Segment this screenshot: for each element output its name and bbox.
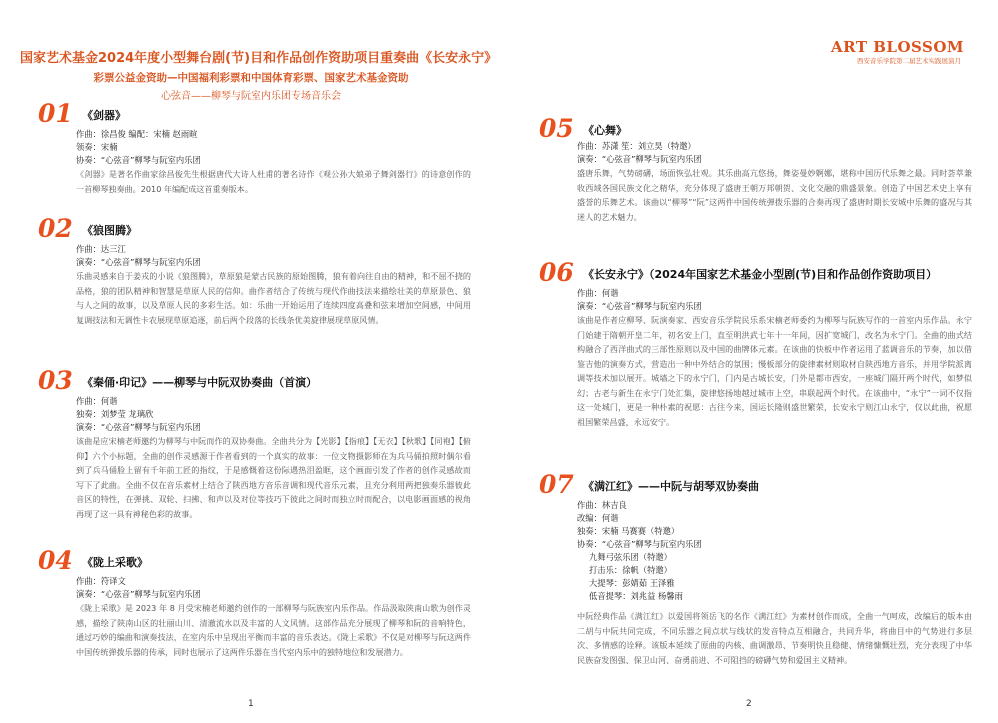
right-page <box>499 0 998 723</box>
credit-line: 改编：何谐 <box>577 513 619 523</box>
credit-line: 协奏：“心弦音”柳琴与阮室内乐团 <box>577 539 702 549</box>
concert-subtitle: 心弦音——柳琴与阮室内乐团专场音乐会 <box>161 91 341 102</box>
credit-line: 低音提琴：刘兆益 杨馨雨 <box>589 591 683 601</box>
credit-line: 大提琴：彭婧茹 王泽雅 <box>589 578 675 588</box>
funding-subtitle: 彩票公益金资助—中国福利彩票和中国体育彩票、国家艺术基金资助 <box>93 72 409 84</box>
piece-description: 该曲是作者应柳琴、阮演奏家、西安音乐学院民乐系宋楠老师委约为柳琴与阮族写作的一首室内乐作品。永宁门始建于隋朝开皇二年，初名安上门，直至明洪武七年十一年间，因扩宽城门，改名为永宁门。全曲的曲式结构融合了西洋曲式的三部性原则以及中国的曲牌体元素。在该曲的快板中作者运用了蓝调音乐的节奏，加以借鉴吉他的演奏方式，营造出一种中外结合的氛围；慢板部分的旋律素材则取材自陕西地方音乐，并用学院派离调等技术加以展开。城墙之下的永宁门，门内是古城长安，门外是都市西安，一座城门隔开两个时代，如梦似幻；古老与新生在永宁门处汇集，旋律悠扬地越过城市上空，串联起两个时代。在该曲中，“永宁”一词不仅指这一处城门，更是一种朴素的祝愿：古往今来，国运长隆则盛世繁荣，长安永宁则江山永宁，仅以此曲，祝愿祖国繁荣昌盛，永远安宁。 <box>577 315 972 427</box>
credit-line: 作曲：何谐 <box>577 288 619 298</box>
piece-number: 01 <box>38 99 73 128</box>
piece-number: 07 <box>539 470 574 499</box>
credit-line: 作曲：林吉良 <box>577 500 627 510</box>
credit-line: 作曲：苏潇 笙：刘立昊（特邀） <box>577 141 696 151</box>
credit-line: 打击乐：徐帆（特邀） <box>589 565 672 575</box>
credit-line: 作曲：符译文 <box>76 576 126 586</box>
logo-wordmark: ART BLOSSOM <box>831 38 965 56</box>
piece-title: 《满江红》——中阮与胡琴双协奏曲 <box>583 480 759 493</box>
piece-description: 《陇上采歌》是 2023 年 8 月受宋楠老师邀约创作的一部柳琴与阮族室内乐作品。作品汲取陕南山歌为创作灵感，描绘了陕南山区的壮丽山川、清澈流水以及丰富的人文风情。这部作品充分展现了柳琴和阮的音响特色，通过巧妙的编曲和演奏技法，在室内乐中呈现出平衡而丰富的音乐表达。《陇上采歌》不仅是对柳琴与阮这两件中国传统弹拨乐器的传承，同时也展示了这两件乐器在当代室内乐中的独特地位和发展潜力。 <box>76 603 471 657</box>
credit-line: 作曲：徐昌俊 编配：宋楠 赵雨暄 <box>76 129 198 139</box>
credit-line: 九舞弓弦乐团（特邀） <box>589 552 672 562</box>
piece-number: 02 <box>38 214 73 243</box>
credit-line: 演奏：“心弦音”柳琴与阮室内乐团 <box>577 301 702 311</box>
piece-title: 《陇上采歌》 <box>82 556 148 569</box>
credit-line: 演奏：“心弦音”柳琴与阮室内乐团 <box>76 257 201 267</box>
page-number: 1 <box>248 699 254 709</box>
credit-line: 演奏：“心弦音”柳琴与阮室内乐团 <box>76 422 201 432</box>
piece-description: 盛唐乐舞，气势磅礴，场面恢弘壮观。其乐曲高亢悠扬，舞姿曼妙婀娜，堪称中国历代乐舞之最。同时荟萃兼收西域各国民族文化之精华，充分体现了盛唐王朝万邦朝贺、文化交融的鼎盛景象。创造了中国艺术史上享有盛誉的乐舞艺术。该曲以“柳琴”“阮”这两件中国传统弹拨乐器的合奏再现了盛唐时期长安城中乐舞的盛况与其迷人的艺术魅力。 <box>577 168 972 222</box>
piece-number: 04 <box>38 546 73 575</box>
piece-title: 《狼图腾》 <box>82 224 137 237</box>
credit-line: 演奏：“心弦音”柳琴与阮室内乐团 <box>577 154 702 164</box>
piece-description: 中阮经典作品《满江红》以爱国将领岳飞的名作《满江红》为素材创作而成，全曲一气呵成，改编后的版本由二胡与中阮共同完成，不同乐器之间点状与线状的发音特点互相融合，共同升华，将曲目中的气势进行多层次、多情感的诠释。该版本延续了原曲的内核、曲调激昂、节奏明快且稳健、情绪慷慨壮烈，充分表现了中华民族奋发图强、保卫山河、奋勇前进、不可阻挡的磅礴气势和爱国主义精神。 <box>577 611 972 665</box>
credit-line: 演奏：“心弦音”柳琴与阮室内乐团 <box>76 589 201 599</box>
art-blossom-logo <box>831 38 965 65</box>
program-title: 国家艺术基金2024年度小型舞台剧(节)目和作品创作资助项目重奏曲《长安永宁》 <box>20 51 498 66</box>
piece-title: 《秦俑·印记》——柳琴与中阮双协奏曲（首演） <box>82 376 318 389</box>
credit-line: 作曲：何谐 <box>76 396 118 406</box>
piece-description: 《剑器》是著名作曲家徐昌俊先生根据唐代大诗人杜甫的著名诗作《观公孙大娘弟子舞剑器行》的诗意创作的一首柳琴独奏曲。2010 年编配成这首重奏版本。 <box>76 169 471 194</box>
piece-number: 06 <box>539 258 574 287</box>
credit-line: 独奏：宋楠 马赛赛（特邀） <box>577 526 680 536</box>
page-number: 2 <box>746 699 752 709</box>
piece-number: 03 <box>38 366 73 395</box>
piece-description: 乐曲灵感来自于姜戎的小说《狼图腾》，草原狼是蒙古民族的原始图腾，狼有着向往自由的精神，和不屈不挠的品格，狼的团队精神和智慧是草原人民的信仰。曲作者结合了传统与现代作曲技法来描绘壮美的草原景色、狼与人之间的故事，以及草原人民的多彩生活。如：乐曲一开始运用了连续四度高叠和弦来增加空间感，中间用复调技法和无调性卡农展现草原追逐，前后两个段落的长线条优美旋律展现草原风情。 <box>76 271 471 325</box>
piece-title: 《长安永宁》（2024年国家艺术基金小型剧(节)目和作品创作资助项目） <box>583 268 938 281</box>
credit-line: 领奏：宋楠 <box>76 142 118 152</box>
credit-line: 独奏：刘梦莹 龙璃欣 <box>76 409 154 419</box>
piece-number: 05 <box>539 114 574 143</box>
piece-title: 《心舞》 <box>583 124 627 137</box>
credit-line: 协奏：“心弦音”柳琴与阮室内乐团 <box>76 155 201 165</box>
piece-title: 《剑器》 <box>82 109 126 122</box>
credit-line: 作曲：达三江 <box>76 244 126 254</box>
piece-description: 该曲是应宋楠老师邀约为柳琴与中阮而作的双协奏曲。全曲共分为【光影】【指痕】【无衣】【秋歌】【同袍】【俯仰】六个小标题，全曲的创作灵感源于作者看到的一个真实的故事：一位文物摄影师在为兵马俑拍照时偶尔看到了兵马俑脸上留有千年前工匠的指纹，于是感慨着这份际遇热泪盈眶，这个画面引发了作者的创作灵感故而写下了此曲。全曲不仅在音乐素材上结合了陕西地方音乐音调和现代音乐元素，且充分利用两把独奏乐器彼此音区的特性，在弹挑、双轮、扫拂、和声以及对位等技巧下彼此之间时而独立时而配合，以电影画面感的视角再现了这一具有神秘色彩的故事。 <box>76 436 471 519</box>
logo-caption: 西安音乐学院第二届艺术实践展演月 <box>857 57 961 65</box>
